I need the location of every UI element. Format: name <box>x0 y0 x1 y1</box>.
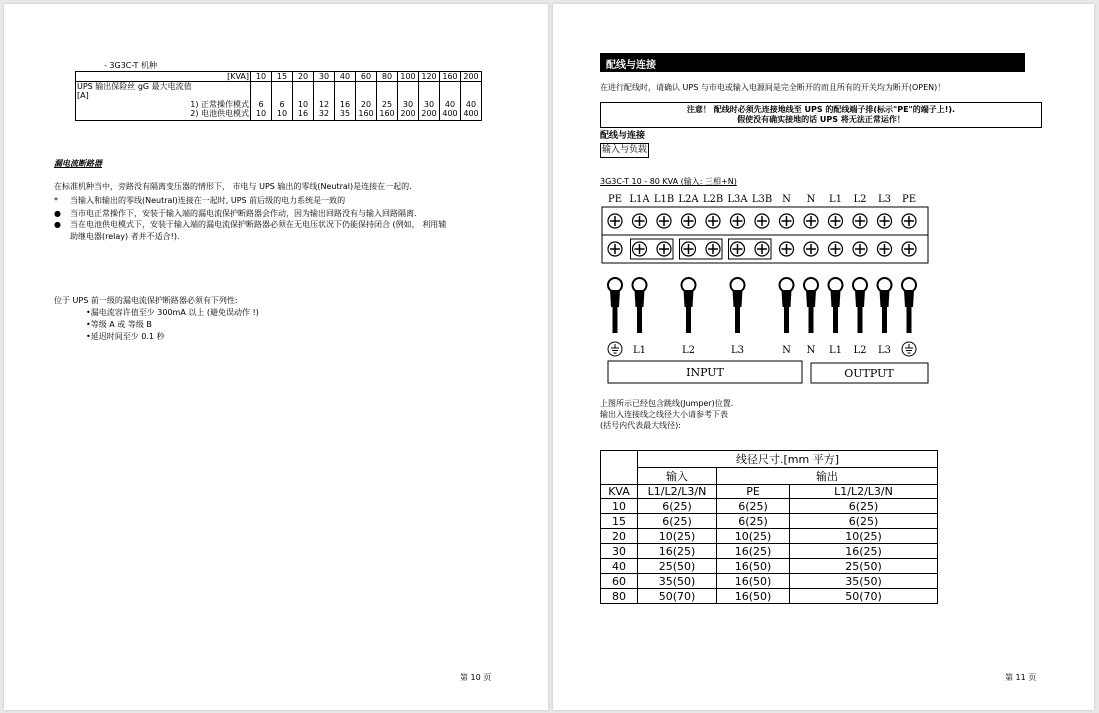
table-cell: 6(25) <box>717 514 790 529</box>
col-kva: KVA <box>601 485 638 499</box>
lug-body <box>684 290 694 307</box>
diagram-caption: 3G3C-T 10 - 80 KVA (输入: 三相+N) <box>600 177 737 186</box>
table-row <box>601 574 938 589</box>
req-item-1: •漏电流容许值至少 300mA 以上 (避免误动作 !) <box>86 308 259 317</box>
rcd-heading: 漏电流断路器 <box>54 159 102 168</box>
fuse-values-cell: 6 10 <box>272 82 293 121</box>
output-box-label: OUTPUT <box>844 367 894 380</box>
kva-cell: 100 <box>398 72 419 82</box>
table-cell: 50(70) <box>638 589 717 604</box>
table-cell: 6(25) <box>638 514 717 529</box>
fuse-values-cell: 20 160 <box>356 82 377 121</box>
fuse-table <box>75 71 482 121</box>
table-cell: 25(50) <box>790 559 938 574</box>
terminal-label: L3 <box>877 194 892 205</box>
terminal-diagram <box>600 189 940 387</box>
kva-cell: 80 <box>377 72 398 82</box>
page-right <box>553 4 1094 710</box>
cable-label: L2 <box>681 345 696 356</box>
terminal-svg <box>600 189 940 387</box>
wire-size-table <box>600 450 938 604</box>
table-cell: 80 <box>601 589 638 604</box>
subheading: 配线与连接 <box>600 131 646 141</box>
cable-label: L1 <box>828 345 843 356</box>
table-cell: 6(25) <box>717 499 790 514</box>
table-cell: 16(25) <box>790 544 938 559</box>
terminal-label: L1B <box>653 194 675 205</box>
cable-wire <box>735 307 740 333</box>
lug-body <box>610 290 620 307</box>
table-cell: 35(50) <box>638 574 717 589</box>
kva-cell: 15 <box>272 72 293 82</box>
note-line-3: (括号内代表最大线径): <box>600 421 681 430</box>
terminal-label: L2A <box>678 194 699 205</box>
page-number: 第 10 页 <box>460 673 492 682</box>
fuse-values-cell: 40 400 <box>461 82 482 121</box>
lug-body <box>880 290 890 307</box>
cable-label: L3 <box>877 345 892 356</box>
cable-wire <box>637 307 642 333</box>
table-cell: 6(25) <box>790 514 938 529</box>
cable-lug <box>878 278 892 292</box>
table-row <box>601 514 938 529</box>
kva-cell: 60 <box>356 72 377 82</box>
warning-box <box>600 102 1042 128</box>
bullet-item-1: ● 当市电正常操作下，安装于输入端的漏电流保护断路器会作动，因为输出回路没有与输入回路隔离. <box>54 209 417 218</box>
fuse-values-cell: 30 200 <box>398 82 419 121</box>
cable-label: L2 <box>853 345 867 356</box>
kva-cell: 30 <box>314 72 335 82</box>
cable-wire <box>686 307 691 333</box>
cable-label: L3 <box>730 345 745 356</box>
table-row <box>601 559 938 574</box>
page-left <box>4 4 548 710</box>
wire-header-input: 输入 <box>638 468 717 485</box>
table-cell: 10(25) <box>717 529 790 544</box>
kva-cell: 120 <box>419 72 440 82</box>
bullet-item-2: ● 当在电池供电模式下，安装于输入端的漏电流保护断路器必须在无电压状况下仍能保持闭合 (例如， 利用辅 <box>54 220 447 229</box>
terminal-label: L2 <box>853 194 867 205</box>
page-number: 第 11 页 <box>1005 673 1037 682</box>
rcd-intro: 在标准机种当中，旁路没有隔离变压器的情形下， 市电与 UPS 输出的零线(Neutral)是连接在一起的. <box>54 182 412 191</box>
section-title: 配线与连接 <box>606 60 656 71</box>
wire-header-main: 线径尺寸.[mm 平方] <box>638 451 938 468</box>
terminal-label: PE <box>607 194 623 205</box>
fuse-values-cell: 12 32 <box>314 82 335 121</box>
terminal-label: L3B <box>751 194 773 205</box>
lug-body <box>806 290 816 307</box>
table-cell: 10 <box>601 499 638 514</box>
cable-lug <box>633 278 647 292</box>
cable-lug <box>902 278 916 292</box>
warning-line-1: 注意！ 配线时必须先连接地线至 UPS 的配线端子排(标示"PE"的端子上!). <box>686 105 956 114</box>
kva-cell: 20 <box>293 72 314 82</box>
terminal-label: N <box>806 194 816 205</box>
fuse-row-title: UPS 输出保险丝 gG 最大电流值 <box>77 82 192 91</box>
model-heading: - 3G3C-T 机种 <box>104 61 157 70</box>
fuse-values-cell: 6 10 <box>251 82 272 121</box>
table-row <box>601 499 938 514</box>
wire-header-output: 输出 <box>717 468 938 485</box>
cable-wire <box>613 307 618 333</box>
table-cell: 40 <box>601 559 638 574</box>
table-cell: 10(25) <box>638 529 717 544</box>
table-cell: 16(25) <box>638 544 717 559</box>
terminal-label: L3A <box>727 194 748 205</box>
table-row <box>601 589 938 604</box>
cable-wire <box>882 307 887 333</box>
table-row <box>601 544 938 559</box>
kva-cell: 40 <box>335 72 356 82</box>
table-cell: 16(50) <box>717 574 790 589</box>
fuse-values-cell: 16 35 <box>335 82 356 121</box>
fuse-values-cell: 10 16 <box>293 82 314 121</box>
cable-wire <box>907 307 912 333</box>
fuse-unit: [A] <box>77 91 89 100</box>
boxed-label: 输入与负载 <box>600 143 649 158</box>
terminal-label: N <box>782 194 791 205</box>
mode1-label: 1) 正常操作模式 <box>190 100 249 109</box>
cable-lug <box>682 278 696 292</box>
col-pe: PE <box>717 485 790 499</box>
table-cell: 50(70) <box>790 589 938 604</box>
table-cell: 25(50) <box>638 559 717 574</box>
req-item-3: •延迟时间至少 0.1 秒 <box>86 332 165 341</box>
table-cell: 16(50) <box>717 589 790 604</box>
cable-lug <box>829 278 843 292</box>
kva-cell: 160 <box>440 72 461 82</box>
cable-wire <box>833 307 838 333</box>
req-item-2: •等级 A 或 等级 B <box>86 320 152 329</box>
table-cell: 15 <box>601 514 638 529</box>
table-cell: 60 <box>601 574 638 589</box>
input-box-label: INPUT <box>686 366 724 379</box>
cable-wire <box>784 307 789 333</box>
section-title-bar <box>600 53 1025 72</box>
kva-label: [KVA] <box>76 72 251 82</box>
lug-body <box>635 290 645 307</box>
cable-lug <box>731 278 745 292</box>
table-cell: 35(50) <box>790 574 938 589</box>
note-line-2: 输出入连接线之线径大小请参考下表 <box>600 410 728 419</box>
fuse-values-cell: 25 160 <box>377 82 398 121</box>
cable-label: N <box>782 345 791 356</box>
cable-wire <box>858 307 863 333</box>
fuse-values-cell: 40 400 <box>440 82 461 121</box>
cable-lug <box>780 278 794 292</box>
cable-lug <box>804 278 818 292</box>
table-cell: 6(25) <box>790 499 938 514</box>
kva-cell: 10 <box>251 72 272 82</box>
intro-text: 在进行配线时，请确认 UPS 与市电或输入电源间是完全断开的而且所有的开关均为断开(OPEN)！ <box>600 83 946 92</box>
lug-body <box>782 290 792 307</box>
empty-corner <box>601 451 638 485</box>
table-cell: 20 <box>601 529 638 544</box>
lug-body <box>904 290 914 307</box>
cable-lug <box>608 278 622 292</box>
table-row <box>601 529 938 544</box>
bullet-item-2-cont: 助继电器(relay) 者并不适合!). <box>70 232 180 241</box>
cable-label: N <box>806 345 816 356</box>
cable-wire <box>809 307 814 333</box>
terminal-label: PE <box>901 194 917 205</box>
note-line-1: 上图所示已经包含跳线(Jumper)位置. <box>600 399 734 408</box>
fuse-row-label <box>76 82 251 121</box>
fuse-values-cell: 30 200 <box>419 82 440 121</box>
terminal-label: L2B <box>702 194 724 205</box>
terminal-label: L1 <box>828 194 843 205</box>
req-intro: 位于 UPS 前一级的漏电流保护断路器必须有下列性: <box>54 296 238 305</box>
table-cell: 16(25) <box>717 544 790 559</box>
table-cell: 16(50) <box>717 559 790 574</box>
col-output: L1/L2/L3/N <box>790 485 938 499</box>
col-input: L1/L2/L3/N <box>638 485 717 499</box>
lug-body <box>733 290 743 307</box>
lug-body <box>855 290 865 307</box>
terminal-label: L1A <box>629 194 650 205</box>
star-item: * 当输入和输出的零线(Neutral)连接在一起时, UPS 前后级的电力系统是一致的 <box>54 196 346 205</box>
kva-cell: 200 <box>461 72 482 82</box>
warning-line-2: 假使没有确实接地的话 UPS 将无法正常运作！ <box>737 115 905 124</box>
table-cell: 6(25) <box>638 499 717 514</box>
table-cell: 30 <box>601 544 638 559</box>
table-cell: 10(25) <box>790 529 938 544</box>
mode2-label: 2) 电池供电模式 <box>190 109 249 118</box>
cable-label: L1 <box>632 345 647 356</box>
cable-lug <box>853 278 867 292</box>
lug-body <box>831 290 841 307</box>
